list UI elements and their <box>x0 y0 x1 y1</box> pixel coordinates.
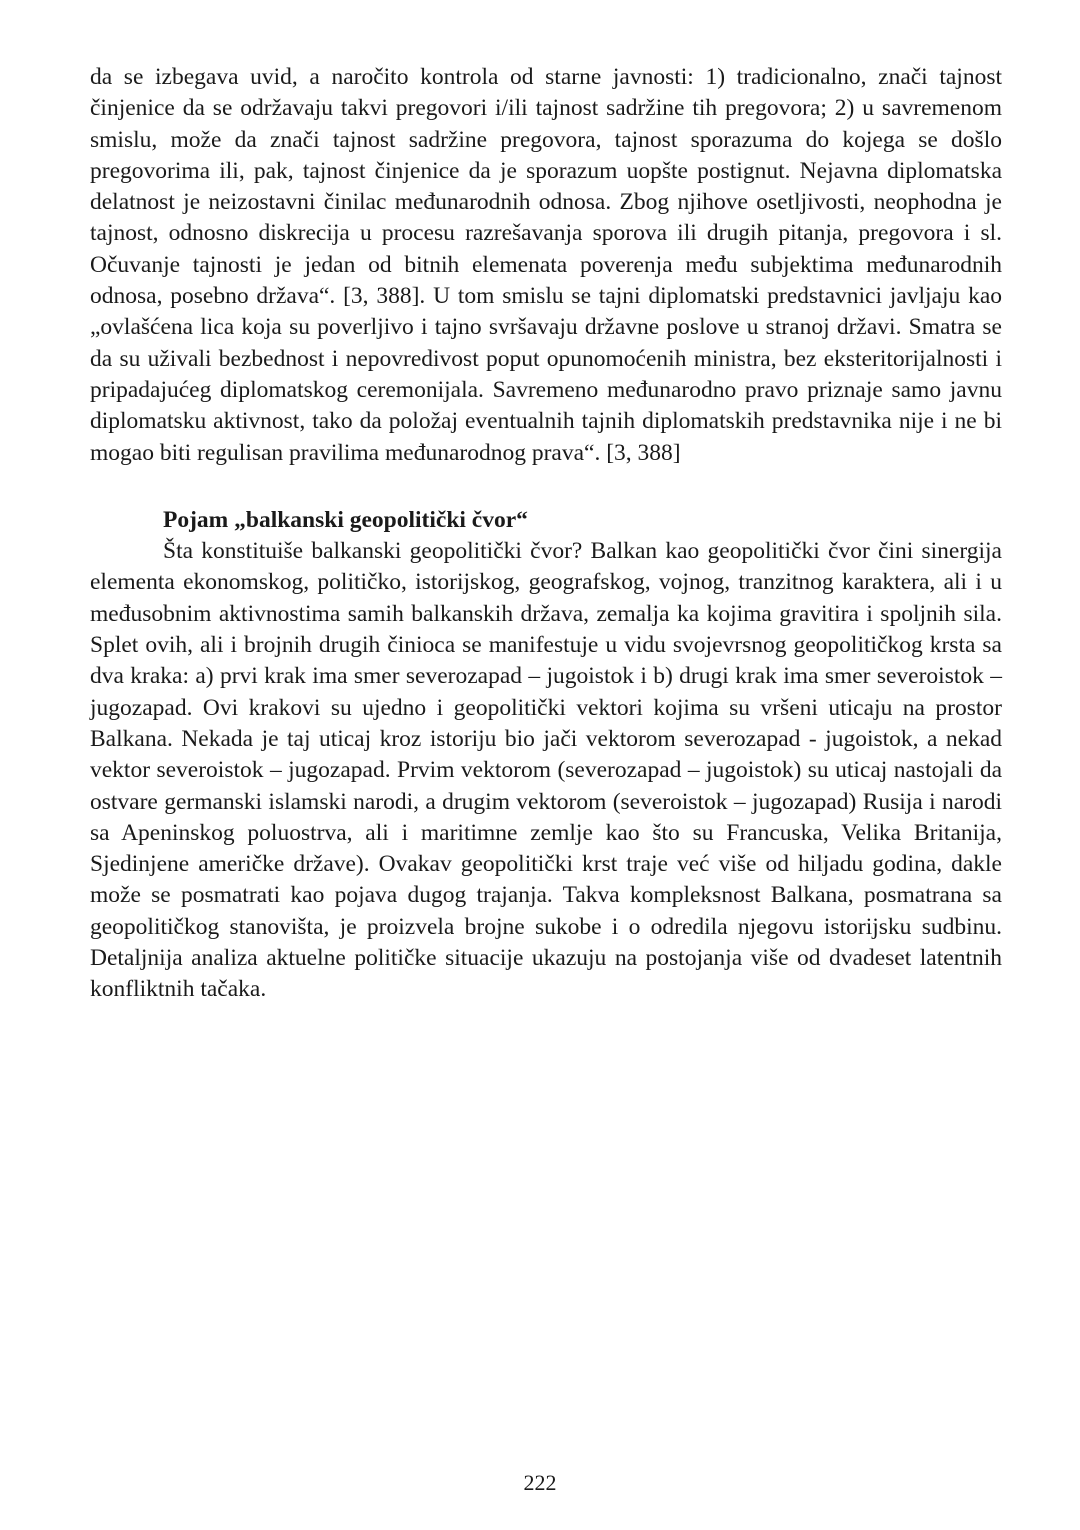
page-body <box>90 62 1002 1006</box>
paragraph-balkan-node: Šta konstituiše balkanski geopolitički čvor? Balkan kao geopolitički čvor čini sinergija elementa ekonomskog, političko, istorijskog, geografskog, vojnog, tranzitnog karaktera, ali i u međusobnim aktivnostima samih balkanskih država, zemalja ka kojima gravitira i spoljnih sila. Splet ovih, ali i brojnih drugih činioca se manifestuje u vidu svojevrsnog geopolitičkog krsta sa dva kraka: a) prvi krak ima smer severozapad – jugoistok i b) drugi krak ima smer severoistok – jugozapad. Ovi krakovi su ujedno i geopolitički vektori kojima su vršeni uticaju na prostor Balkana. Nekada je taj uticaj kroz istoriju bio jači vektorom severozapad - jugoistok, a nekad vektor severoistok – jugozapad. Prvim vektorom (severozapad – jugoistok) su uticaj nastojali da ostvare germanski islamski narodi, a drugim vektorom (severoistok – jugozapad) Rusija i narodi sa Apeninskog poluostrva, ali i maritimne zemlje kao što su Francuska, Velika Britanija, Sjedinjene američke države). Ovakav geopolitički krst traje već više od hiljadu godina, dakle može se posmatrati kao pojava dugog trajanja. Takva kompleksnost Balkana, posmatrana sa geopolitičkog stanovišta, je proizvela brojne sukobe i o odredila njegovu istorijsku sudbinu. Detaljnija analiza aktuelne političke situacije ukazuju na postojanja više od dvadeset latentnih konfliktnih tačaka. <box>90 538 1002 1003</box>
section-heading: Pojam „balkanski geopolitički čvor“ <box>163 506 528 533</box>
page-number: 222 <box>523 1470 557 1495</box>
paragraph-secret-diplomacy: da se izbegava uvid, a naročito kontrola od starne javnosti: 1) tradicionalno, znači tajnost činjenice da se održavaju takvi pregovori i/ili tajnost sadržine tih pregovora; 2) u savremenom smislu, može da znači tajnost sadržine pregovora, tajnost sporazuma do kojega se došlo pregovorima ili, pak, tajnost činjenice da je sporazum uopšte postignut. Nejavna diplomatska delatnost je neizostavni činilac međunarodnih odnosa. Zbog njihove osetljivosti, neophodna je tajnost, odnosno diskrecija u procesu razrešavanja sporova ili drugih pitanja, pregovora i sl. Očuvanje tajnosti je jedan od bitnih elemenata poverenja među subjektima međunarodnih odnosa, posebno država“. [3, 388]. U tom smislu se tajni diplomatski predstavnici javljaju kao „ovlašćena lica koja su poverljivo i tajno svršavaju državne poslove u stranoj državi. Smatra se da su uživali bezbednost i nepovredivost poput opunomoćenih ministra, bez eksteritorijalnosti i pripadajućeg diplomatskog ceremonijala. Savremeno međunarodno pravo priznaje samo javnu diplomatsku aktivnost, tako da položaj eventualnih tajnih diplomatskih predstavnika nije i ne bi mogao biti regulisan pravilima međunarodnog prava“. [3, 388] <box>90 64 1002 466</box>
